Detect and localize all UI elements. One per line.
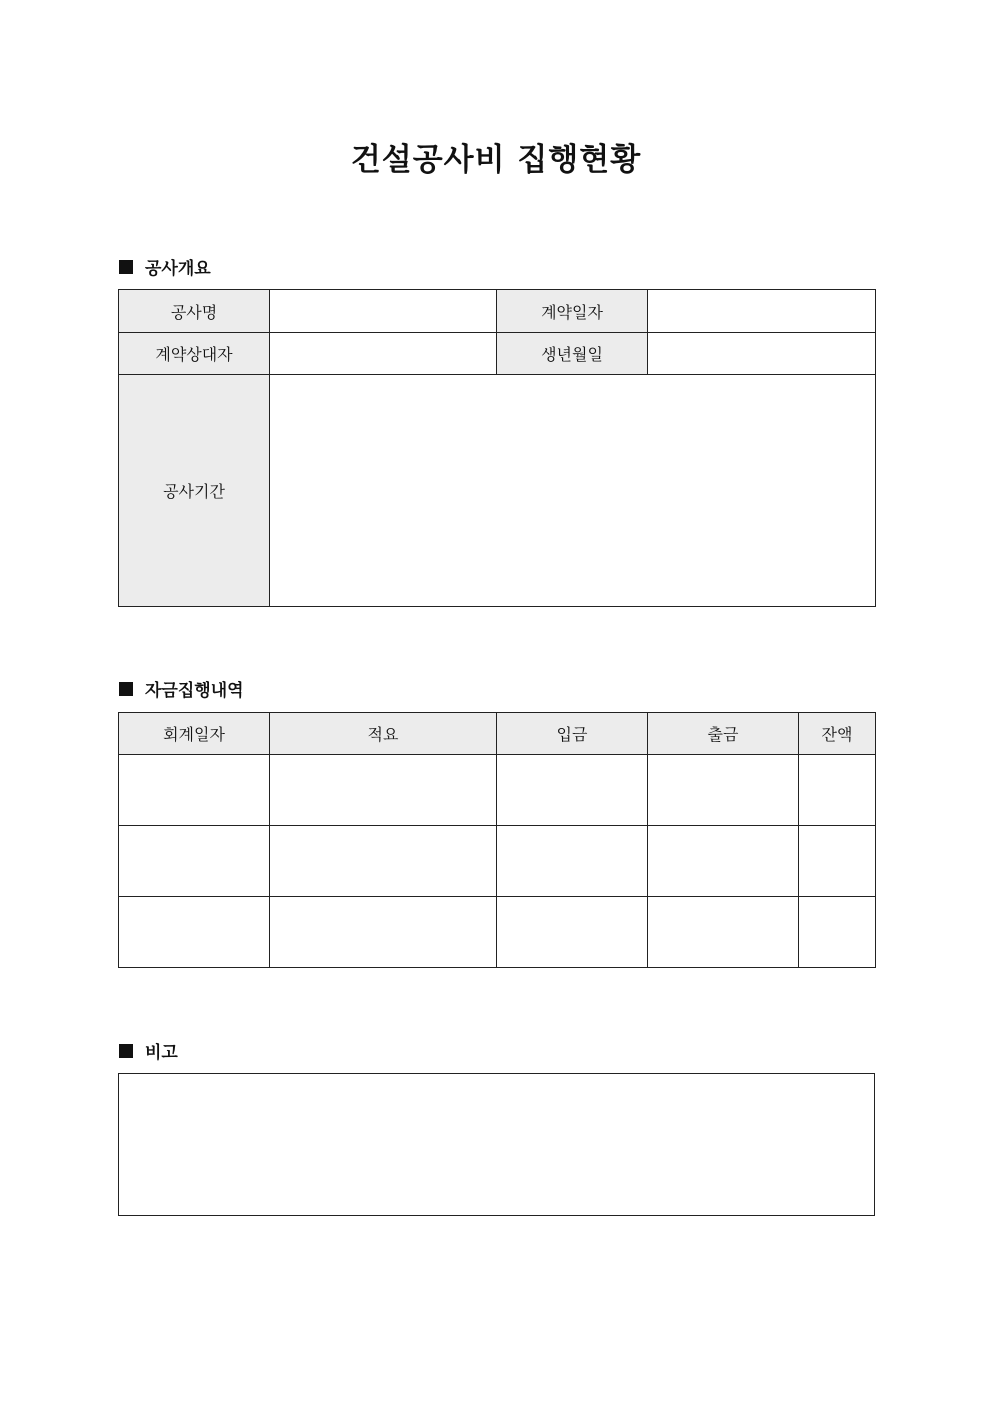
table-row <box>119 826 876 897</box>
birth-date-field[interactable] <box>648 333 876 375</box>
table-row <box>119 897 876 968</box>
period-field[interactable] <box>270 375 876 607</box>
remarks-box[interactable] <box>118 1073 875 1216</box>
funds-table <box>118 712 876 968</box>
section-heading-funds <box>119 676 244 701</box>
birth-date-label: 생년월일 <box>497 333 648 375</box>
withdrawal-cell[interactable] <box>648 897 799 968</box>
period-label: 공사기간 <box>119 375 270 607</box>
table-row <box>119 755 876 826</box>
section-heading-label: 비고 <box>145 1043 178 1063</box>
column-header-balance: 잔액 <box>799 713 876 755</box>
section-heading-label: 자금집행내역 <box>145 681 244 701</box>
column-header-date: 회계일자 <box>119 713 270 755</box>
date-cell[interactable] <box>119 826 270 897</box>
counterparty-field[interactable] <box>270 333 497 375</box>
section-heading-overview <box>119 254 211 279</box>
project-name-field[interactable] <box>270 290 497 333</box>
section-heading-remarks <box>119 1038 178 1063</box>
page-title: 건설공사비 집행현황 <box>350 142 642 178</box>
column-header-deposit: 입금 <box>497 713 648 755</box>
balance-cell[interactable] <box>799 826 876 897</box>
date-cell[interactable] <box>119 755 270 826</box>
project-name-label: 공사명 <box>119 290 270 333</box>
deposit-cell[interactable] <box>497 897 648 968</box>
date-cell[interactable] <box>119 897 270 968</box>
balance-cell[interactable] <box>799 755 876 826</box>
description-cell[interactable] <box>270 897 497 968</box>
section-heading-label: 공사개요 <box>145 259 211 279</box>
square-bullet-icon <box>119 1044 133 1058</box>
square-bullet-icon <box>119 682 133 696</box>
column-header-description: 적요 <box>270 713 497 755</box>
deposit-cell[interactable] <box>497 755 648 826</box>
contract-date-label: 계약일자 <box>497 290 648 333</box>
withdrawal-cell[interactable] <box>648 826 799 897</box>
overview-table <box>118 289 876 607</box>
balance-cell[interactable] <box>799 897 876 968</box>
withdrawal-cell[interactable] <box>648 755 799 826</box>
deposit-cell[interactable] <box>497 826 648 897</box>
square-bullet-icon <box>119 260 133 274</box>
contract-date-field[interactable] <box>648 290 876 333</box>
description-cell[interactable] <box>270 826 497 897</box>
column-header-withdrawal: 출금 <box>648 713 799 755</box>
counterparty-label: 계약상대자 <box>119 333 270 375</box>
description-cell[interactable] <box>270 755 497 826</box>
